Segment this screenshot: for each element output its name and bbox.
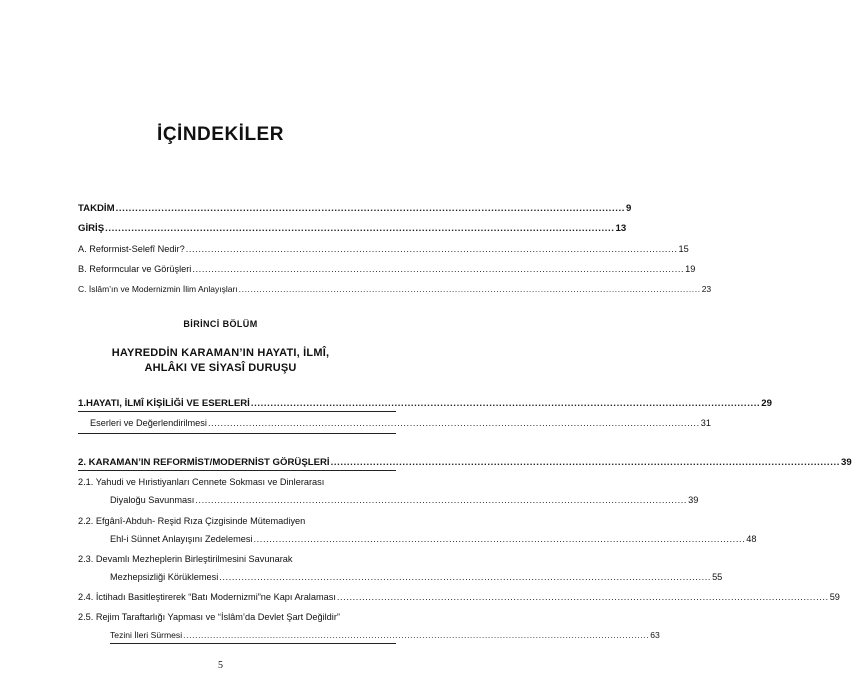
dot-leader: ............................................................................................................................................................ <box>330 457 840 468</box>
toc-entry-label: C. İslâm’ın ve Modernizmin İlim Anlayışları <box>78 284 238 294</box>
toc-entry-page: 63 <box>650 630 660 640</box>
dot-leader: ............................................................................................................................................................ <box>336 592 829 602</box>
toc-entry-page: 55 <box>712 572 723 582</box>
toc-entry-takdim[interactable] <box>78 203 632 215</box>
chapter-title-line1: HAYREDDİN KARAMAN’IN HAYATI, İLMÎ, <box>111 347 330 359</box>
toc-item-2-2-cont[interactable] <box>110 533 757 545</box>
toc-entry-page: 31 <box>700 418 711 428</box>
toc-entry-page: 15 <box>678 244 689 254</box>
toc-item-2-1[interactable] <box>78 476 396 488</box>
toc-item-2-3[interactable] <box>78 553 396 565</box>
toc-entry-label: GİRİŞ <box>78 223 105 234</box>
dot-leader: ............................................................................................................................................................ <box>183 630 650 640</box>
dot-leader: ............................................................................................................................................................ <box>195 495 688 505</box>
section-divider <box>78 433 396 434</box>
dot-leader: ............................................................................................................................................................ <box>207 418 700 428</box>
toc-entry-page: 59 <box>829 592 840 602</box>
toc-item-2-5-cont[interactable] <box>110 629 660 641</box>
toc-entry-b[interactable] <box>78 263 696 275</box>
toc-entry-page: 19 <box>685 264 696 274</box>
toc-entry-page: 13 <box>615 223 627 234</box>
toc-entry-label: 1.HAYATI, İLMÎ KİŞİLİĞİ VE ESERLERİ <box>78 398 250 409</box>
section-divider <box>78 411 396 412</box>
dot-leader: ............................................................................................................................................................ <box>185 244 678 254</box>
toc-item-2-4[interactable] <box>78 591 840 603</box>
dot-leader: ............................................................................................................................................................ <box>250 398 761 409</box>
toc-entry-page: 9 <box>626 203 632 214</box>
toc-section-1[interactable] <box>78 398 772 410</box>
toc-entry-label-cont: Mezhepsizliği Körüklemesi <box>110 572 219 582</box>
toc-entry-label: A. Reformist-Selefî Nedir? <box>78 244 185 254</box>
toc-entry-a[interactable] <box>78 243 689 255</box>
dot-leader: ............................................................................................................................................................ <box>115 203 626 214</box>
toc-entry-page: 23 <box>701 284 712 294</box>
section-divider <box>78 470 396 471</box>
toc-entry-page: 48 <box>746 534 757 544</box>
dot-leader: ............................................................................................................................................................ <box>253 534 746 544</box>
toc-section-1-sub[interactable] <box>90 417 711 429</box>
chapter-title-line2: AHLÂKI VE SİYASÎ DURUŞU <box>144 362 297 374</box>
toc-entry-label: 2.1. Yahudi ve Hıristiyanları Cennete Sokması ve Dinlerarası <box>78 477 325 487</box>
toc-entry-label-cont: Tezini İleri Sürmesi <box>110 630 183 640</box>
toc-section-2[interactable] <box>78 457 852 469</box>
toc-entry-label: 2.3. Devamlı Mezheplerin Birleştirilmesini Savunarak <box>78 554 293 564</box>
toc-entry-label-cont: Diyaloğu Savunması <box>110 495 195 505</box>
toc-entry-label: Eserleri ve Değerlendirilmesi <box>90 418 207 428</box>
part-label: BİRİNCİ BÖLÜM <box>183 319 258 329</box>
page-title: İÇİNDEKİLER <box>157 124 284 145</box>
toc-entry-label: 2.5. Rejim Taraftarlığı Yapması ve “İslâm’da Devlet Şart Değildir” <box>78 612 340 622</box>
toc-entry-label: 2. KARAMAN’IN REFORMİST/MODERNİST GÖRÜŞLERİ <box>78 457 330 468</box>
toc-item-2-2[interactable] <box>78 515 396 527</box>
toc-entry-giris[interactable] <box>78 223 627 235</box>
toc-entry-page: 39 <box>688 495 699 505</box>
page-number: 5 <box>218 660 223 671</box>
toc-item-2-1-cont[interactable] <box>110 494 699 506</box>
section-divider <box>110 643 396 644</box>
dot-leader: ............................................................................................................................................................ <box>105 223 615 234</box>
toc-entry-label: TAKDİM <box>78 203 115 214</box>
dot-leader: ............................................................................................................................................................ <box>192 264 685 274</box>
dot-leader: ............................................................................................................................................................ <box>219 572 712 582</box>
toc-item-2-5[interactable] <box>78 611 396 623</box>
dot-leader: ............................................................................................................................................................ <box>238 284 701 294</box>
toc-entry-label-cont: Ehl-i Sünnet Anlayışını Zedelemesi <box>110 534 253 544</box>
toc-entry-label: B. Reformcular ve Görüşleri <box>78 264 192 274</box>
toc-entry-label: 2.2. Efgânî-Abduh- Reşid Rıza Çizgisinde Mütemadiyen <box>78 516 306 526</box>
toc-entry-c[interactable] <box>78 283 712 295</box>
toc-item-2-3-cont[interactable] <box>110 571 723 583</box>
toc-entry-page: 29 <box>761 398 772 409</box>
toc-entry-page: 39 <box>841 457 852 468</box>
toc-entry-label: 2.4. İctihadı Basitleştirerek “Batı Modernizmi”ne Kapı Aralaması <box>78 592 336 602</box>
